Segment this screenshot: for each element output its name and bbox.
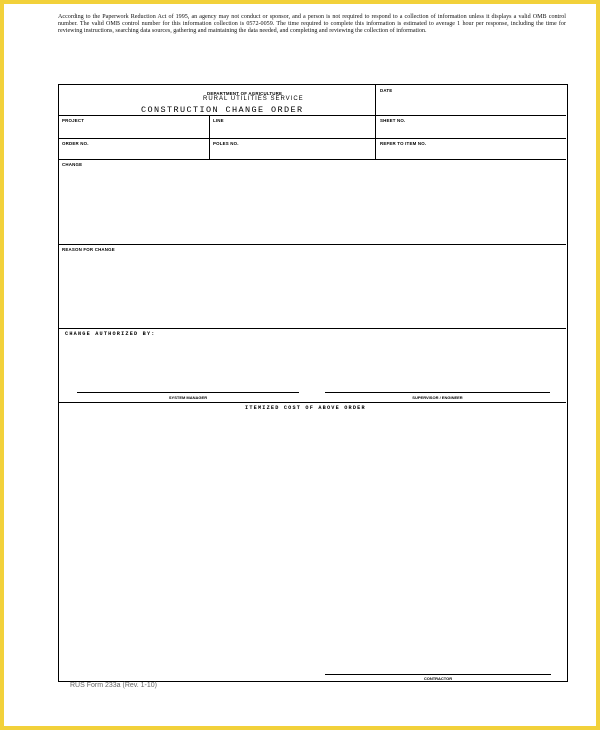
reason-field-label[interactable]: REASON FOR CHANGE (62, 247, 115, 252)
form-title: CONSTRUCTION CHANGE ORDER (141, 105, 304, 115)
col-divider-1 (209, 115, 210, 159)
supervisor-signature-line[interactable] (325, 392, 550, 393)
supervisor-label: SUPERVISOR / ENGINEER (412, 395, 463, 400)
itemized-cost-heading: ITEMIZED COST OF ABOVE ORDER (245, 405, 366, 411)
row-divider-2 (59, 138, 566, 139)
refer-item-field-label[interactable]: REFER TO ITEM NO. (380, 141, 427, 146)
change-field-label[interactable]: CHANGE (62, 162, 83, 167)
row-divider-4 (59, 244, 566, 245)
order-no-field-label[interactable]: ORDER NO. (62, 141, 89, 146)
paperwork-notice: According to the Paperwork Reduction Act of 1995, an agency may not conduct or sponsor, and a person is not required to respond to a collection of information unless it displays a valid OMB control number. The valid OMB control number for this information collection is 0572-0059. The time required to complete this information is estimated to average 1 hour per response, including the time for reviewing instructions, searching data sources, gathering and maintaining the data needed, and completing and reviewing the collection of information. (58, 14, 566, 35)
line-field-label[interactable]: LINE (213, 118, 224, 123)
sheet-no-field-label[interactable]: SHEET NO. (380, 118, 406, 123)
contractor-signature-line[interactable] (325, 674, 551, 675)
system-manager-label: SYSTEM MANAGER (168, 395, 208, 400)
form-number-footer: RUS Form 233a (Rev. 1-10) (70, 682, 158, 689)
service-label: RURAL UTILITIES SERVICE (203, 96, 304, 102)
project-field-label[interactable]: PROJECT (62, 118, 85, 123)
row-divider-6 (59, 402, 566, 403)
row-divider-5 (59, 328, 566, 329)
document-page (4, 4, 596, 726)
date-field-label[interactable]: DATE (380, 88, 393, 93)
department-label: DEPARTMENT OF AGRICULTURE (207, 91, 283, 96)
header-divider (375, 85, 376, 159)
poles-no-field-label[interactable]: POLES NO. (213, 141, 239, 146)
row-divider-3 (59, 159, 566, 160)
system-manager-signature-line[interactable] (77, 392, 299, 393)
row-divider-1 (59, 115, 566, 116)
contractor-label: CONTRACTOR (423, 676, 453, 681)
authorized-by-label: CHANGE AUTHORIZED BY: (65, 331, 156, 337)
change-order-form (58, 84, 568, 682)
